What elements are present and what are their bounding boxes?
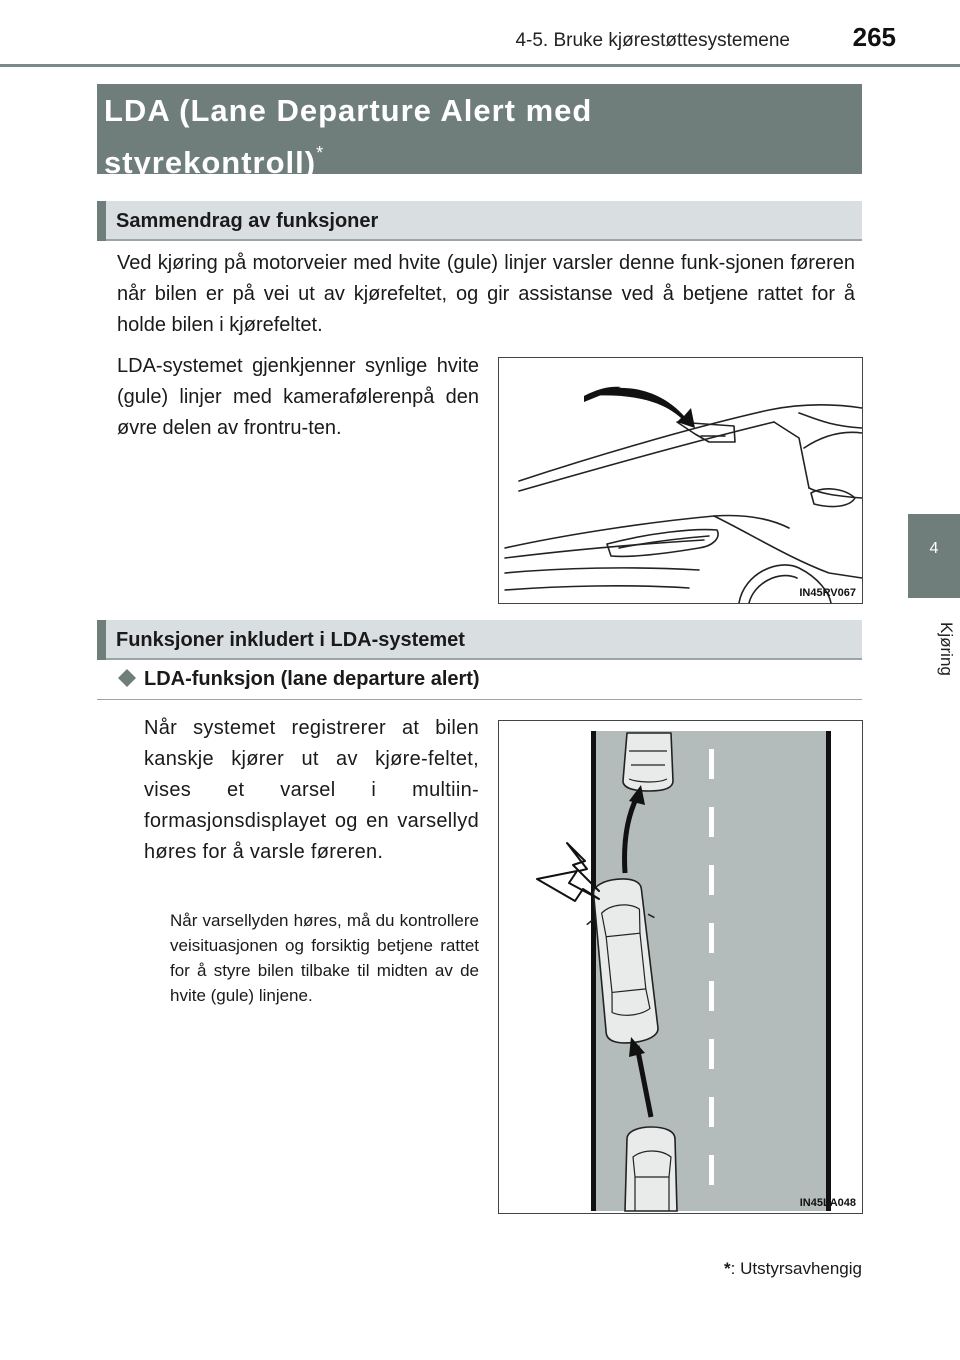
section-heading-functions: Funksjoner inkludert i LDA-systemet — [116, 629, 465, 651]
diamond-icon — [117, 668, 137, 688]
chapter-tab-label: Kjøring — [937, 622, 956, 676]
function-paragraph: Når systemet registrerer at bilen kanskje kjører ut av kjøre-feltet, vises et varsel i multiin-formasjonsdisplayet og en varsellyd høres for å varsle føreren. — [144, 717, 479, 863]
footnote-text: : Utstyrsavhengig — [730, 1259, 862, 1278]
figure-code: IN45LA048 — [799, 1197, 856, 1209]
function-note: Når varsellyden høres, må du kontrollere veisituasjonen og forsiktig betjene rattet for å styre bilen tilbake til midten av de hvite (gule) linjene. — [170, 911, 479, 1005]
windshield-camera-figure — [498, 357, 863, 604]
camera-paragraph-wrap — [117, 351, 479, 444]
camera-paragraph: LDA-systemet gjenkjenner synlige hvite (gule) linjer med kamerafølerenpå den øvre delen av frontru-ten. — [117, 355, 479, 439]
header-divider — [0, 64, 960, 67]
lane-departure-illustration — [499, 721, 862, 1213]
title-line-2-text: styrekontroll) — [104, 145, 317, 180]
windshield-camera-illustration — [499, 358, 862, 603]
section-reference: 4-5. Bruke kjørestøttesystemene — [515, 30, 790, 51]
page-title — [104, 90, 854, 184]
chapter-tab-number: 4 — [929, 540, 939, 557]
footnote — [690, 1259, 862, 1279]
section-heading-marker — [97, 620, 106, 660]
function-note-wrap — [170, 908, 479, 1008]
page-number: 265 — [852, 22, 896, 52]
summary-paragraph-wrap — [117, 248, 855, 341]
function-paragraph-wrap — [144, 713, 479, 868]
section-heading-marker — [97, 201, 106, 241]
summary-paragraph: Ved kjøring på motorveier med hvite (gule) linjer varsler denne funk-sjonen føreren når bilen er på vei ut av kjørefeltet, og gir assistanse ved å betjene rattet for å holde bilen i kjørefeltet. — [117, 252, 855, 336]
title-line-2 — [104, 132, 854, 184]
chapter-tab-label-wrap — [896, 622, 956, 692]
subheading-rule — [97, 699, 862, 700]
figure-code: IN45RV067 — [799, 587, 856, 599]
section-heading-summary: Sammendrag av funksjoner — [116, 210, 379, 232]
function-subheading: LDA-funksjon (lane departure alert) — [144, 668, 480, 690]
title-asterisk: * — [316, 143, 325, 163]
footnote-asterisk: * — [724, 1259, 731, 1278]
lane-departure-figure — [498, 720, 863, 1214]
title-line-1: LDA (Lane Departure Alert med — [104, 93, 593, 128]
